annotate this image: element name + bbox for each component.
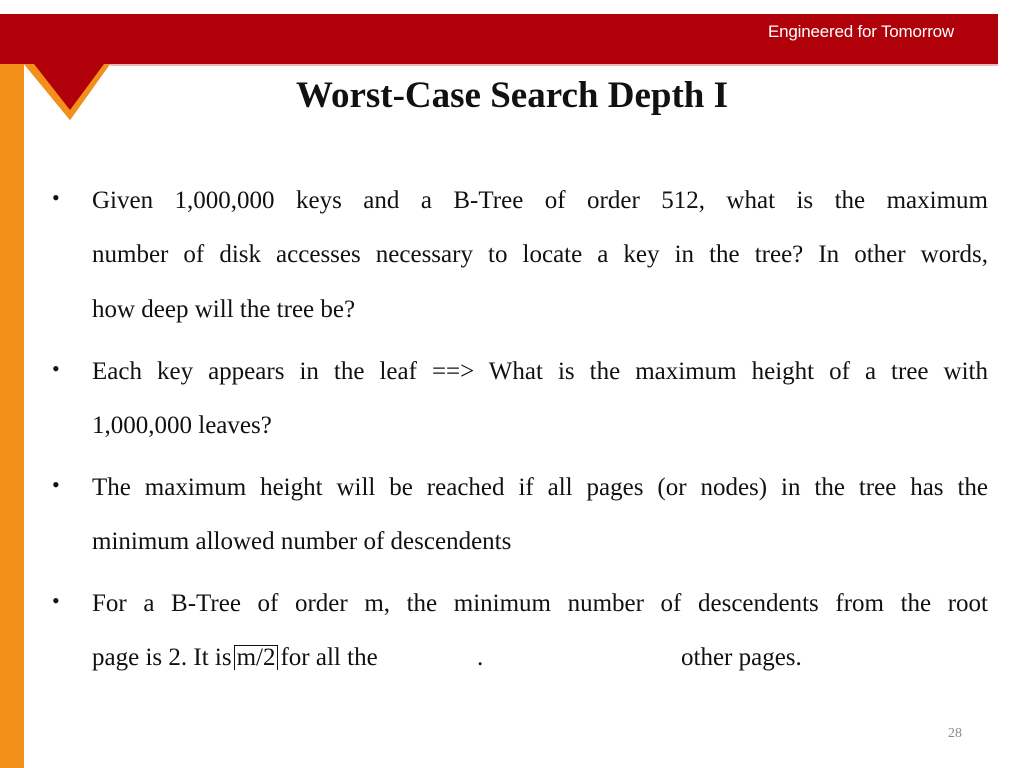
bullet-3-line-1: The maximum height will be reached if all pages (or nodes) in the tree has the — [92, 474, 988, 501]
bullet-marker: • — [52, 185, 60, 210]
bullet-marker: • — [52, 588, 60, 613]
bullet-1-line-3: how deep will the tree be? — [92, 296, 356, 323]
bullet-4-line-1: For a B-Tree of order m, the minimum number of descendents from the root — [92, 590, 988, 617]
bullet-1-line-1: Given 1,000,000 keys and a B-Tree of order 512, what is the maximum — [92, 187, 988, 214]
bullet-4-dot: . — [477, 644, 484, 671]
bullet-2-line-1: Each key appears in the leaf ==> What is the maximum height of a tree with — [92, 358, 988, 385]
bullet-4-line-2 — [92, 643, 988, 673]
bullet-1-line-2: number of disk accesses necessary to locate a key in the tree? In other words, — [92, 241, 988, 268]
page-number: 28 — [948, 726, 962, 741]
bullet-4-prefix: page is 2. It is — [92, 644, 232, 671]
bullet-marker: • — [52, 472, 60, 497]
brand-tagline: Engineered for Tomorrow — [768, 22, 954, 41]
ceiling-formula: m/2 — [234, 645, 279, 670]
bullet-2-line-2: 1,000,000 leaves? — [92, 412, 272, 439]
slide-title: Worst-Case Search Depth I — [296, 75, 728, 116]
bullet-marker: • — [52, 356, 60, 381]
bullet-4-middle: for all the — [280, 644, 378, 671]
bullet-3-line-2: minimum allowed number of descendents — [92, 528, 512, 555]
bullet-4-suffix: other pages. — [681, 644, 802, 671]
